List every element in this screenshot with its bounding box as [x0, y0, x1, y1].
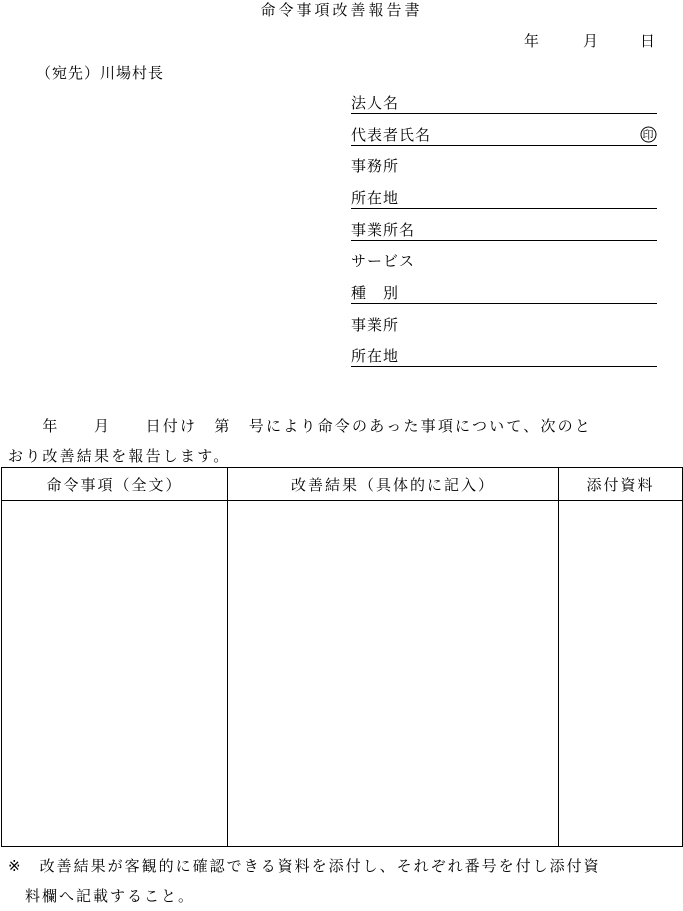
result-content-cell[interactable] [228, 501, 559, 847]
representative-name-field [351, 126, 657, 146]
service-label-line2: 種 別 [351, 284, 400, 302]
report-body-line1: 年 月 日付け 第 号により命令のあった事項について、次のと [8, 417, 593, 435]
office-label-line2: 所在地 [351, 189, 400, 207]
table-row [2, 501, 683, 847]
footnote-line2: 料欄へ記載すること。 [8, 887, 196, 905]
date-month-label: 月 [583, 32, 599, 50]
date-day-label: 日 [640, 32, 656, 50]
report-body-line2: おり改善結果を報告します。 [8, 447, 231, 465]
service-label-line1: サービス [351, 252, 416, 270]
attachment-content-cell[interactable] [559, 501, 683, 847]
facility-label-line1: 事業所 [351, 316, 400, 334]
table-header-row [2, 468, 683, 501]
office-address-field [351, 189, 657, 209]
representative-name-label: 代表者氏名 [351, 126, 432, 144]
seal-mark [640, 126, 657, 143]
report-table [1, 467, 683, 847]
report-body-text [8, 411, 680, 471]
addressee: （宛先）川場村長 [36, 64, 165, 82]
order-content-cell[interactable] [2, 501, 228, 847]
column-header-attachment: 添付資料 [559, 468, 683, 501]
corporation-name-label: 法人名 [351, 94, 400, 112]
footnote [8, 851, 680, 911]
facility-name-label: 事業所名 [351, 221, 416, 239]
facility-name-field [351, 221, 657, 241]
date-year-label: 年 [524, 32, 540, 50]
corporation-name-field [351, 94, 657, 114]
seal-text: 印 [642, 128, 655, 142]
service-type-field [351, 284, 657, 304]
office-label-line1: 事務所 [351, 157, 400, 175]
facility-address-field [351, 347, 657, 367]
column-header-result: 改善結果（具体的に記入） [228, 468, 559, 501]
page-title: 命令事項改善報告書 [260, 1, 423, 19]
footnote-line1: ※ 改善結果が客観的に確認できる資料を添付し、それぞれ番号を付し添付資 [8, 857, 601, 875]
column-header-order: 命令事項（全文） [2, 468, 228, 501]
facility-label-line2: 所在地 [351, 347, 400, 365]
